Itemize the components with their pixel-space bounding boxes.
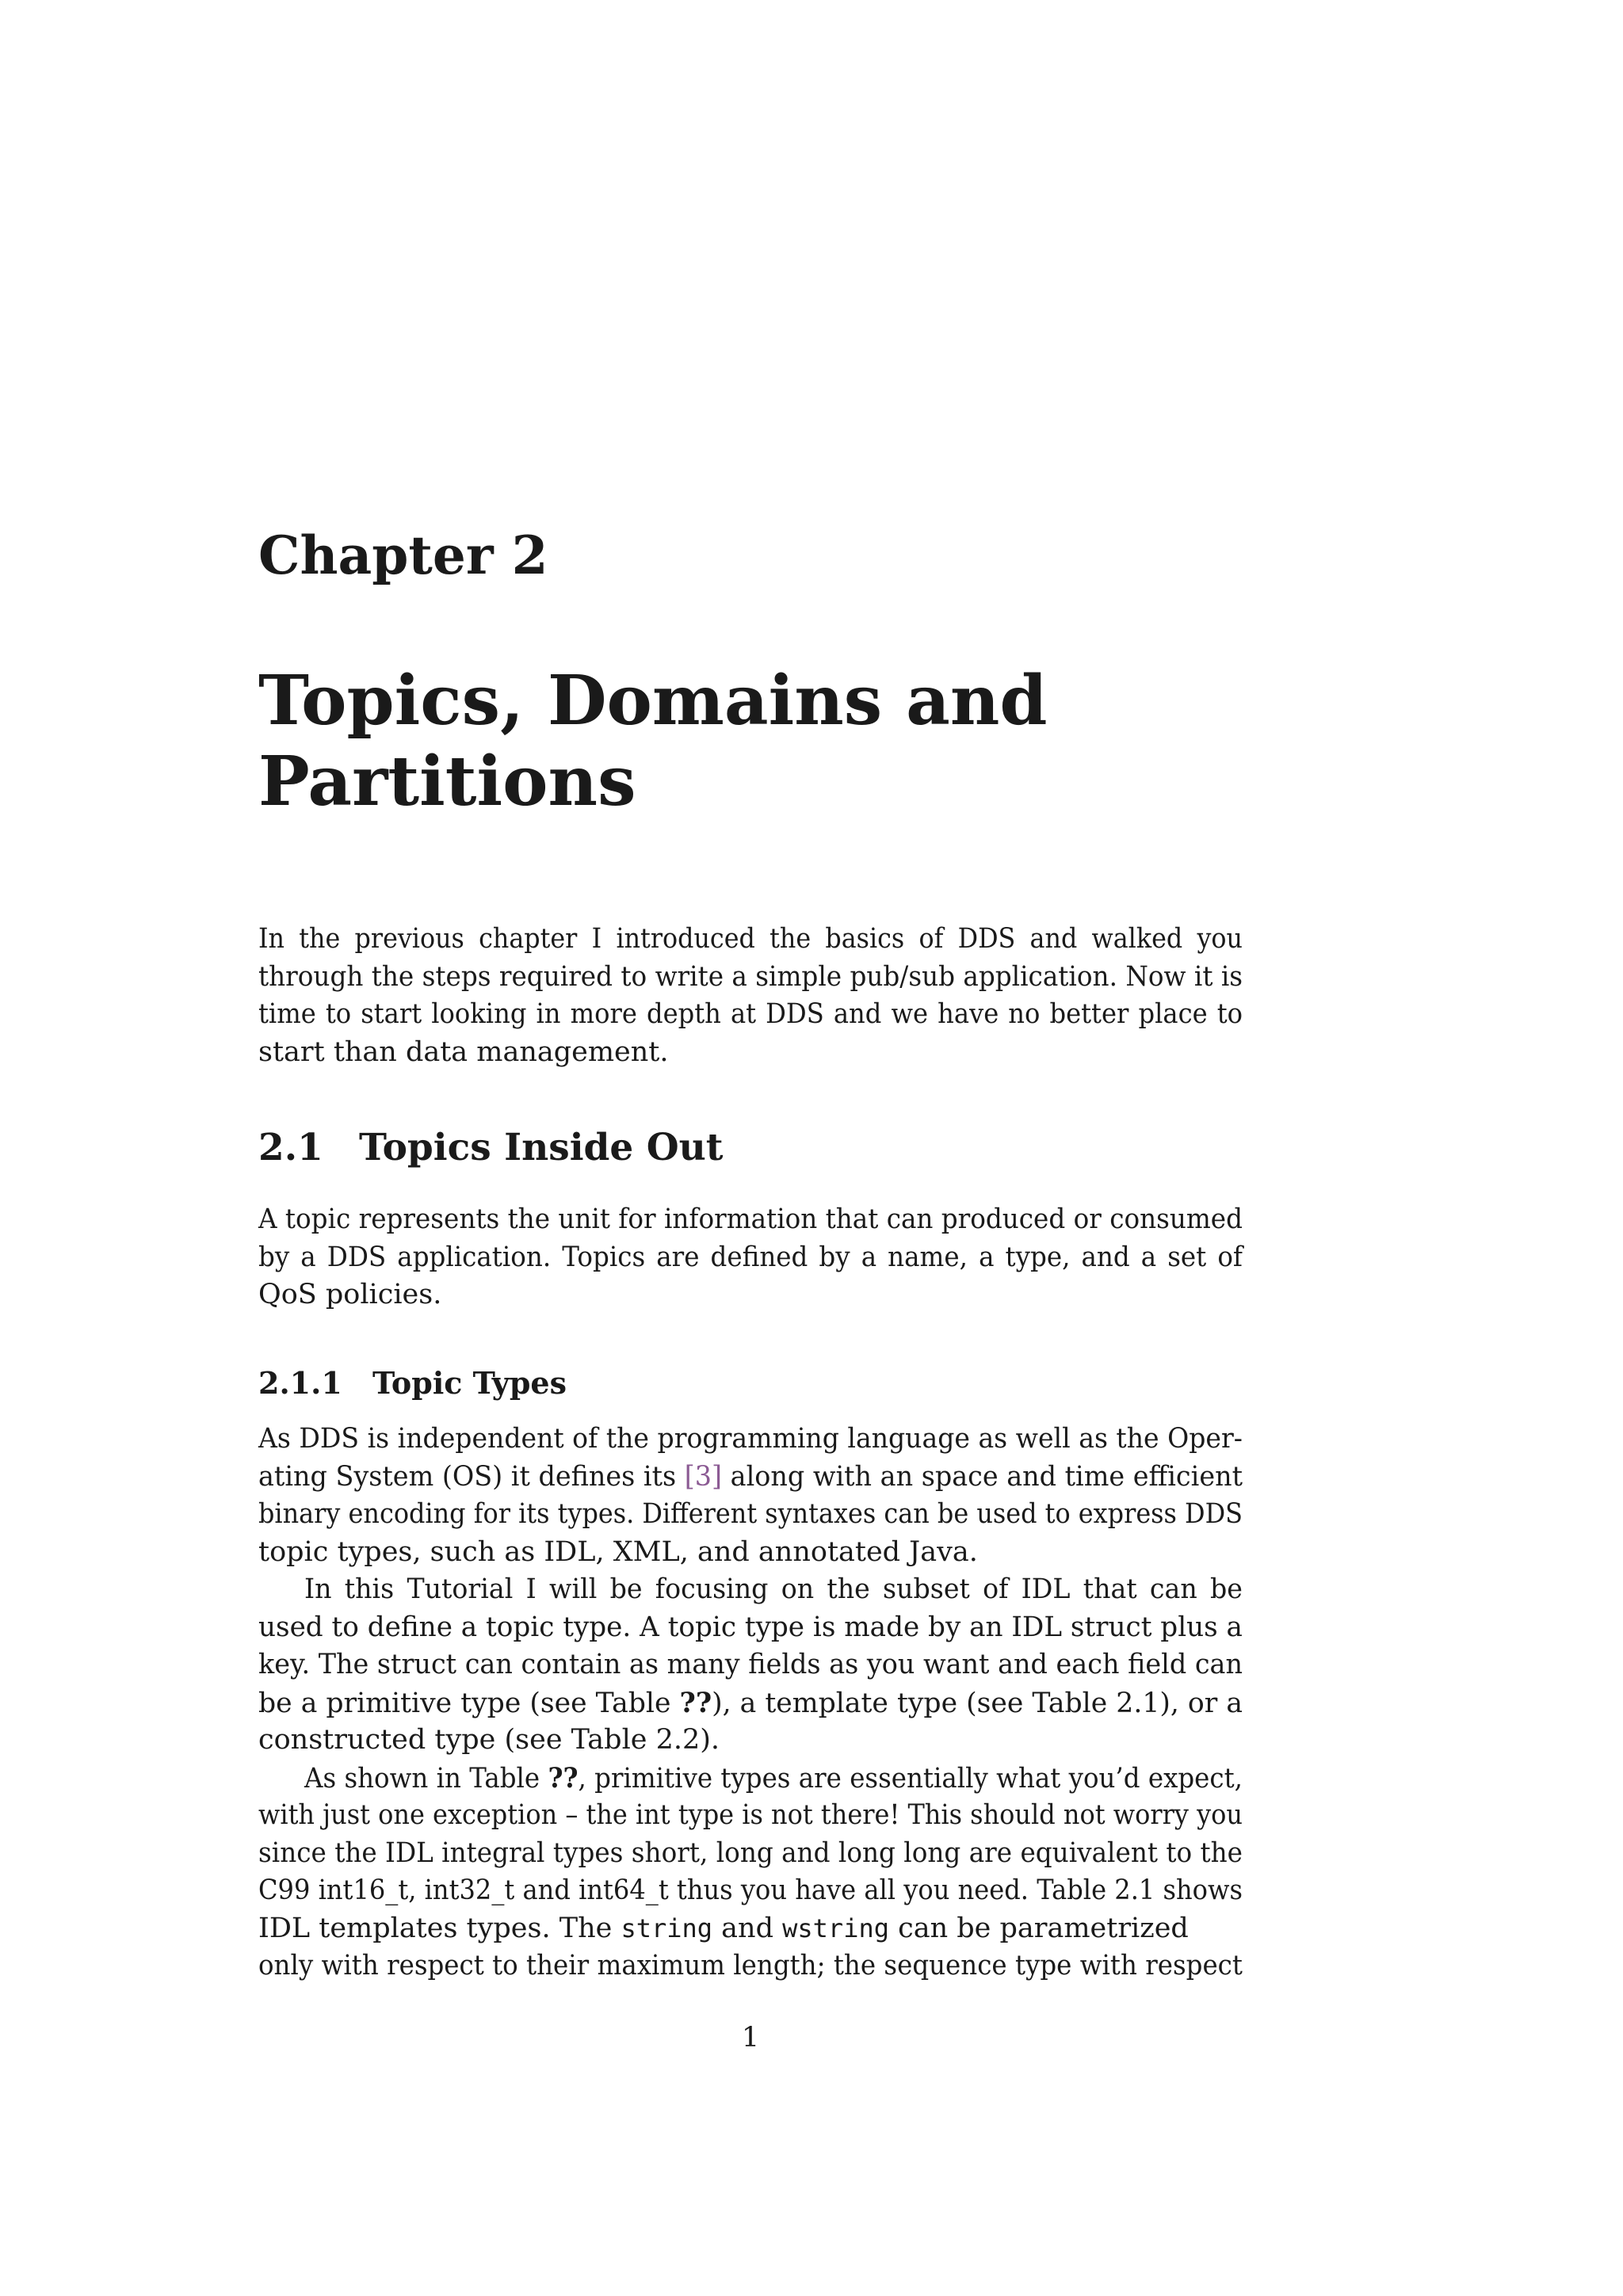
text-run: can be parametrized — [888, 1912, 1189, 1944]
text-line: time to start looking in more depth at DDS and we have no better place to — [258, 998, 1243, 1030]
text-line: topic types, such as IDL, XML, and annotated Java. — [258, 1535, 978, 1568]
text-line: key. The struct can contain as many fields as you want and each field can — [258, 1649, 1243, 1680]
section-title: Topics Inside Out — [359, 1126, 724, 1169]
table-reference[interactable]: ?? — [679, 1686, 712, 1719]
text-line: A topic represents the unit for information that can produced or consumed — [258, 1203, 1243, 1235]
text-run: along with an space and time efficient — [722, 1460, 1243, 1493]
text-line: binary encoding for its types. Different syntaxes can be used to express DDS — [258, 1498, 1243, 1530]
section-number: 2.1 — [258, 1126, 323, 1169]
code-wstring: wstring — [782, 1913, 889, 1943]
citation-link[interactable]: [3] — [684, 1460, 723, 1493]
subsection-number: 2.1.1 — [258, 1365, 342, 1401]
text-line: only with respect to their maximum length; the sequence type with respect — [258, 1950, 1243, 1981]
text-line: QoS policies. — [258, 1279, 442, 1310]
text-run: and — [712, 1912, 783, 1944]
section-paragraph — [258, 1201, 1243, 1314]
text-line — [258, 1684, 1243, 1722]
text-run: IDL templates types. The — [258, 1912, 621, 1944]
chapter-title — [258, 661, 1243, 822]
page-number: 1 — [741, 2022, 760, 2054]
body-text — [258, 1421, 1243, 1985]
text-line: through the steps required to write a simple pub/sub application. Now it is — [258, 960, 1243, 993]
text-line — [258, 1910, 1243, 1948]
text-line — [262, 1760, 1243, 1798]
section-heading — [258, 1126, 724, 1169]
text-run: As shown in Table — [304, 1762, 548, 1794]
text-line: since the IDL integral types short, long and long long are equivalent to the — [258, 1836, 1243, 1869]
text-run: be a primitive type (see Table — [258, 1687, 680, 1719]
text-line: with just one exception – the int type is not there! This should not worry you — [258, 1799, 1243, 1831]
text-line: C99 int16_t, int32_t and int64_t thus you have all you need. Table 2.1 shows — [258, 1875, 1243, 1906]
table-reference[interactable]: ?? — [548, 1761, 579, 1794]
text-line: by a DDS application. Topics are defined by a name, a type, and a set of — [258, 1241, 1243, 1273]
chapter-label: Chapter 2 — [258, 524, 548, 586]
intro-paragraph — [258, 921, 1243, 1071]
text-line — [258, 1459, 1243, 1497]
text-run: ating System (OS) it defines its — [258, 1460, 685, 1493]
text-line: used to define a topic type. A topic type is made by an IDL struct plus a — [258, 1611, 1243, 1643]
text-run: , primitive types are essentially what you’d expect, — [578, 1762, 1243, 1794]
text-run: ), a template type (see Table 2.1), or a — [712, 1687, 1243, 1719]
text-line: In the previous chapter I introduced the basics of DDS and walked you — [258, 923, 1243, 955]
text-line: start than data management. — [258, 1035, 669, 1068]
subsection-title: Topic Types — [372, 1365, 567, 1401]
chapter-title-line-1: Topics, Domains and — [258, 661, 1048, 741]
text-line: In this Tutorial I will be focusing on the subset of IDL that can be — [304, 1573, 1243, 1605]
text-line: constructed type (see Table 2.2). — [258, 1724, 720, 1756]
code-string: string — [621, 1913, 713, 1943]
text-line: As DDS is independent of the programming language as well as the Oper- — [258, 1423, 1243, 1455]
subsection-heading — [258, 1365, 567, 1401]
chapter-title-line-2: Partitions — [258, 742, 636, 822]
